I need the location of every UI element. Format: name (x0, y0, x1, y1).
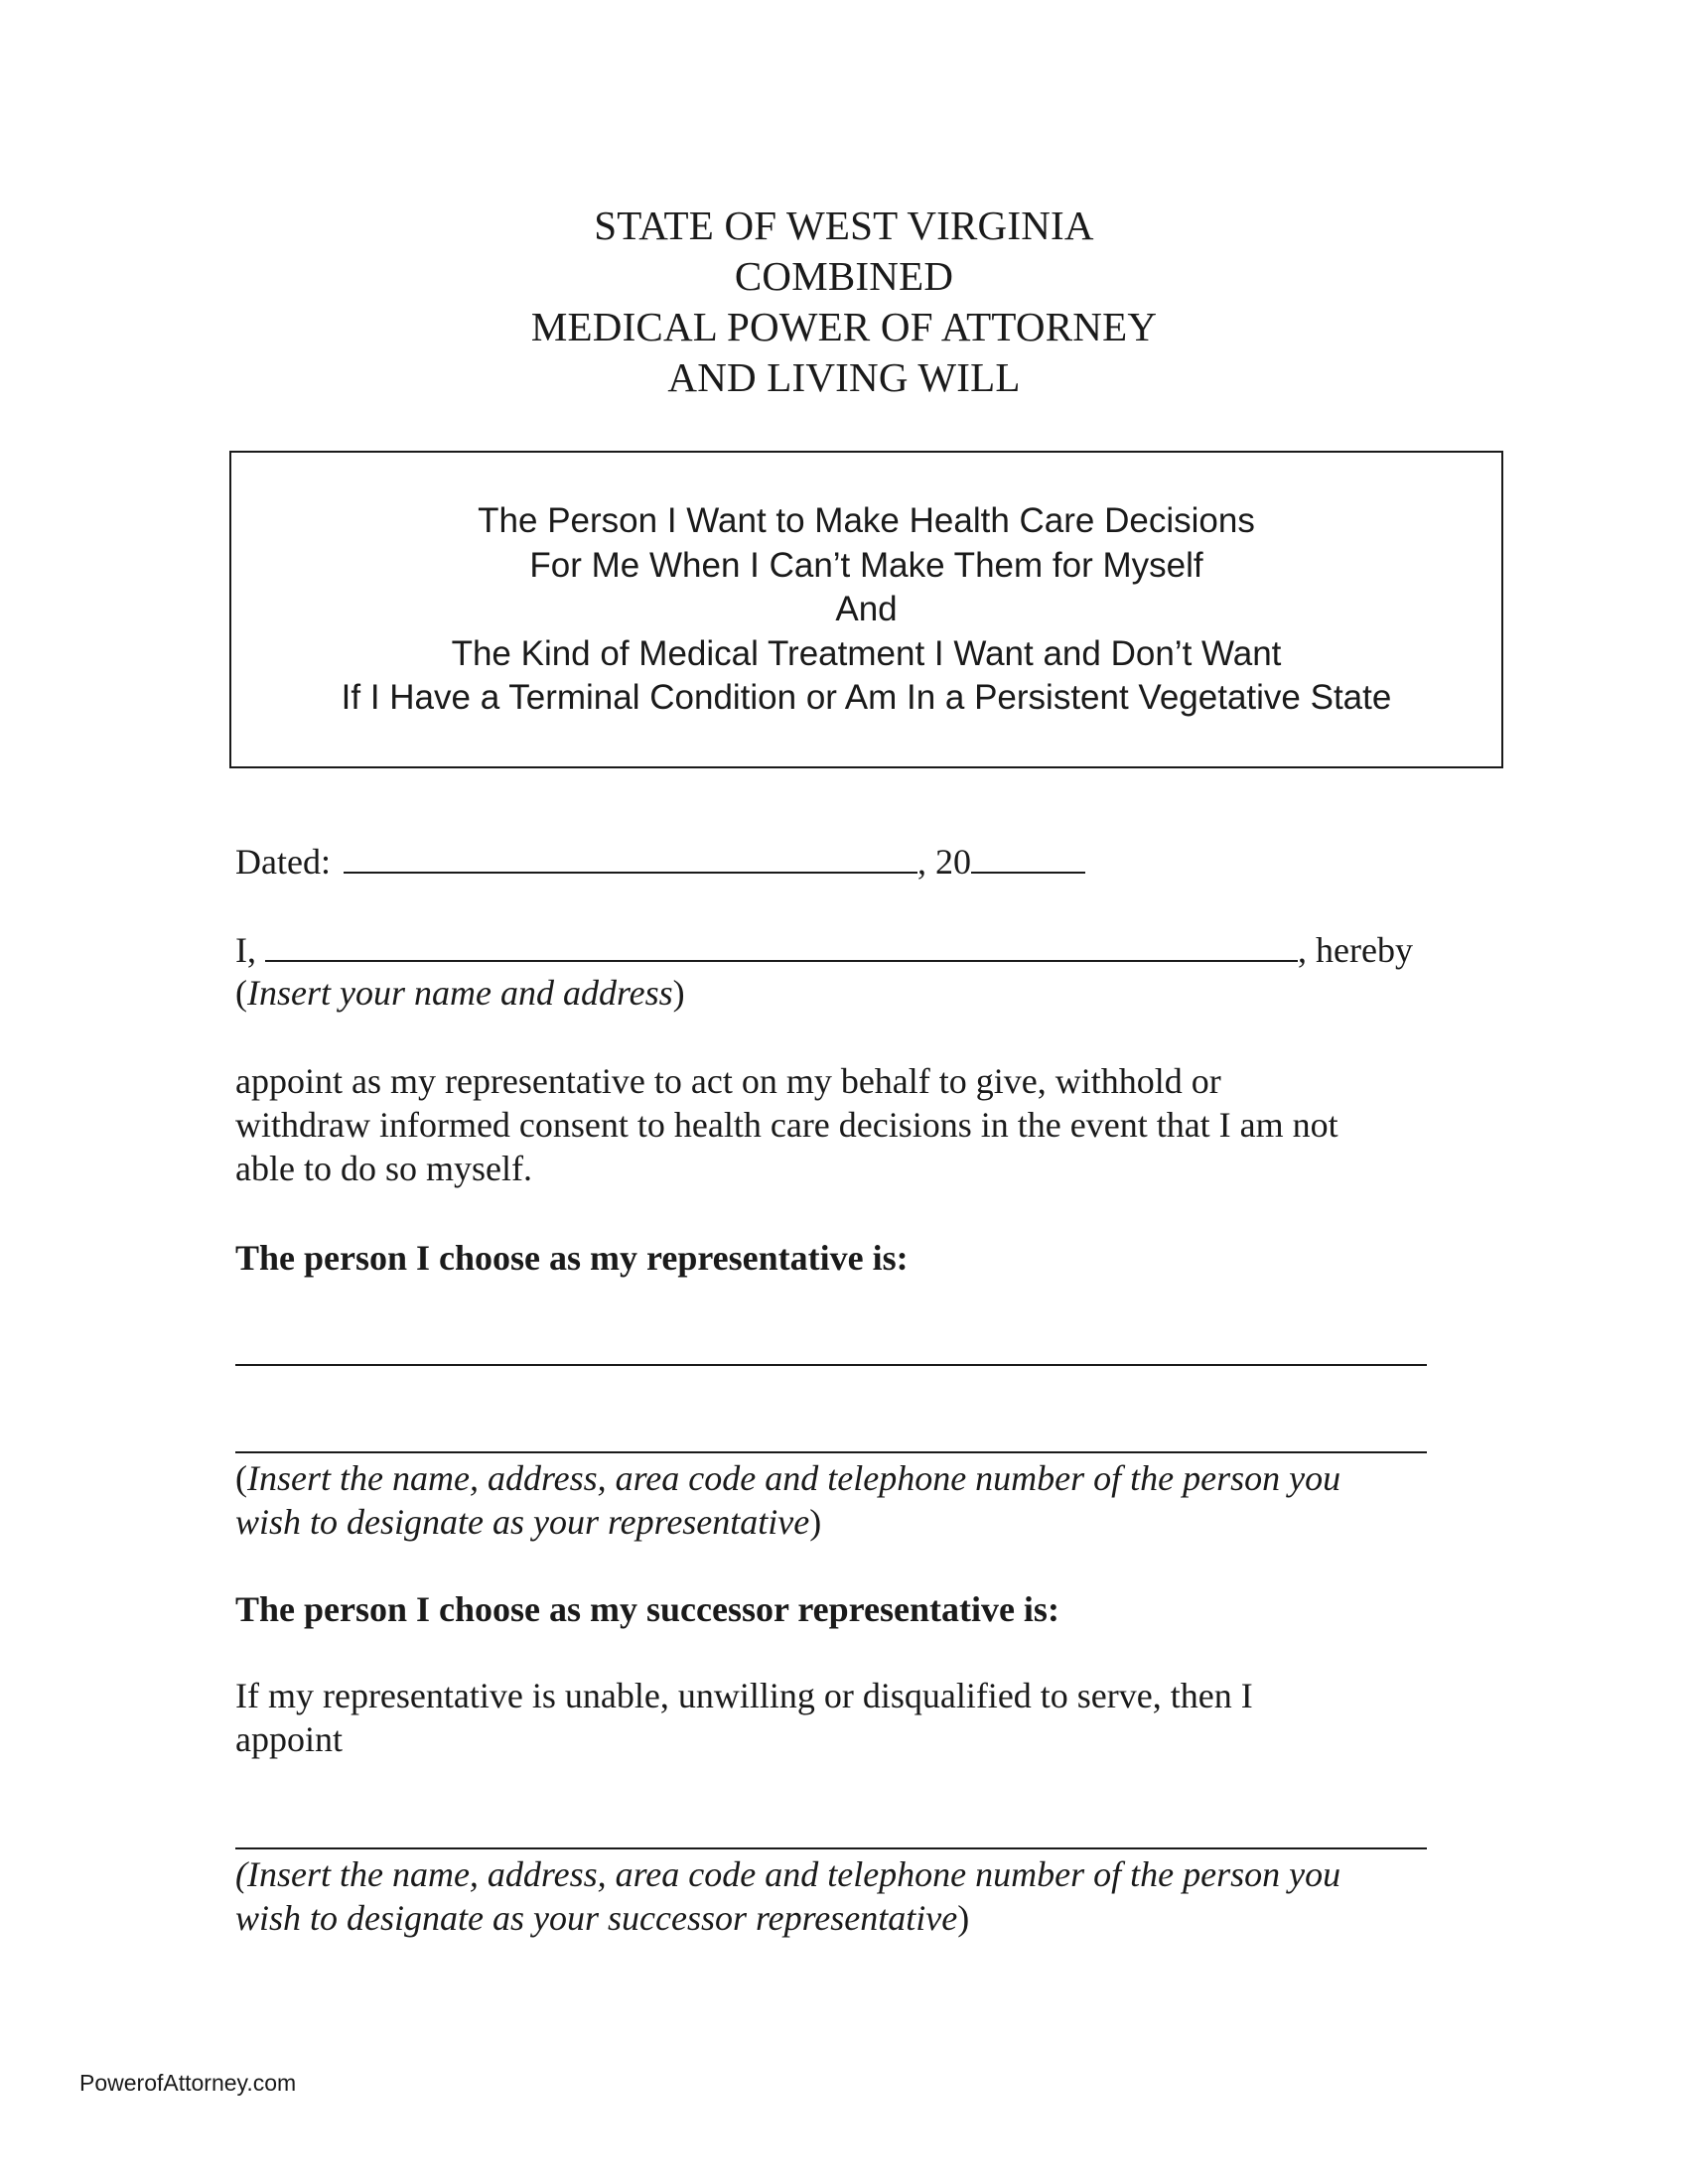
subtitle-box (229, 451, 1503, 768)
hint-close-paren: ) (672, 973, 685, 1013)
date-field[interactable] (344, 838, 917, 874)
successor-hint-line-1: (Insert the name, address, area code and telephone number of the person you (235, 1854, 1341, 1894)
declarant-hint-text: Insert your name and address (247, 973, 673, 1013)
subtitle-line-4: The Kind of Medical Treatment I Want and Don’t Want (451, 633, 1282, 673)
successor-field-line[interactable] (235, 1847, 1427, 1849)
representative-hint (235, 1456, 1340, 1544)
representative-hint-line-2: wish to designate as your representative (235, 1502, 810, 1542)
successor-paragraph (235, 1674, 1253, 1761)
successor-hint-line-2: wish to designate as your successor representative (235, 1898, 958, 1938)
declarant-suffix: , hereby (1298, 930, 1413, 970)
subtitle-line-1: The Person I Want to Make Health Care Decisions (478, 501, 1255, 540)
document-title (0, 201, 1688, 403)
declarant-prefix: I, (235, 930, 256, 970)
title-line-3: MEDICAL POWER OF ATTORNEY (530, 304, 1158, 349)
successor-heading: The person I choose as my successor representative is: (235, 1589, 1059, 1629)
title-line-4: AND LIVING WILL (667, 354, 1021, 400)
successor-para-line-1: If my representative is unable, unwilling or disqualified to serve, then I (235, 1676, 1253, 1715)
appoint-line-2: withdraw informed consent to health care decisions in the event that I am not (235, 1105, 1338, 1145)
subtitle-line-2: For Me When I Can’t Make Them for Myself (529, 545, 1203, 585)
appoint-paragraph (235, 1059, 1338, 1190)
representative-heading: The person I choose as my representative is: (235, 1238, 909, 1278)
hint-close-paren: ) (957, 1898, 970, 1938)
declarant-name-field[interactable] (265, 926, 1298, 962)
subtitle-line-5: If I Have a Terminal Condition or Am In a Persistent Vegetative State (341, 678, 1392, 717)
hint-close-paren: ) (809, 1502, 822, 1542)
appoint-line-3: able to do so myself. (235, 1149, 532, 1188)
title-line-2: COMBINED (734, 253, 954, 299)
dated-label: Dated: (235, 842, 331, 882)
dated-line (235, 838, 1085, 884)
hint-open-paren: ( (235, 1458, 247, 1498)
representative-field-line-2[interactable] (235, 1451, 1427, 1453)
appoint-line-1: appoint as my representative to act on my behalf to give, withhold or (235, 1061, 1221, 1101)
successor-para-line-2: appoint (235, 1719, 343, 1759)
representative-field-line-1[interactable] (235, 1364, 1427, 1366)
title-line-1: STATE OF WEST VIRGINIA (594, 203, 1094, 248)
hint-open-paren: ( (235, 973, 247, 1013)
declarant-hint (235, 971, 685, 1015)
declarant-line (235, 926, 1413, 972)
representative-hint-line-1: Insert the name, address, area code and telephone number of the person you (247, 1458, 1341, 1498)
successor-hint (235, 1852, 1340, 1940)
subtitle-line-3: And (835, 590, 898, 628)
year-prefix: , 20 (916, 842, 971, 882)
footer-site-name: PowerofAttorney.com (79, 2070, 297, 2096)
subtitle-box-text (231, 499, 1501, 721)
year-field[interactable] (971, 838, 1085, 874)
